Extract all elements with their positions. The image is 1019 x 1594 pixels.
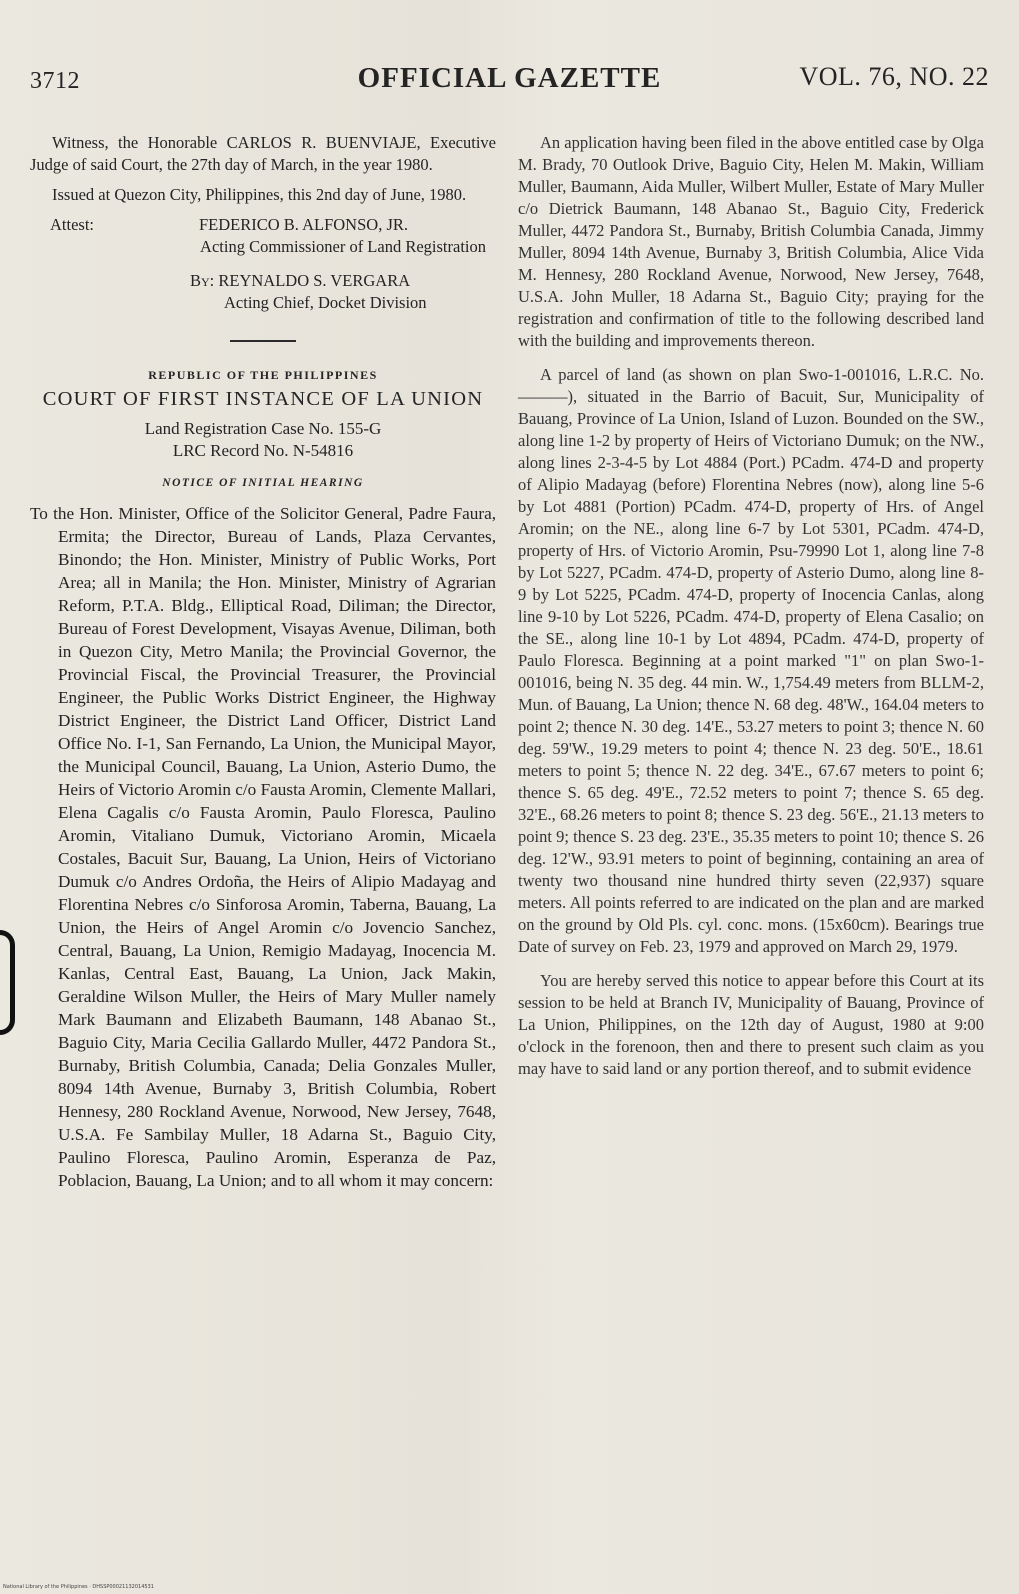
- attest-label: Attest:: [50, 215, 94, 234]
- publication-title: OFFICIAL GAZETTE: [357, 62, 662, 94]
- volume-issue: VOL. 76, NO. 22: [799, 62, 989, 91]
- issued-paragraph: Issued at Quezon City, Philippines, this 2nd day of June, 1980.: [52, 185, 467, 204]
- by-signatory-name: By: REYNALDO S. VERGARA: [190, 271, 411, 290]
- attest-line: [30, 214, 496, 236]
- application-paragraph: An application having been filed in the above entitled case by Olga M. Brady, 70 Outlook Drive, Baguio City, Helen M. Makin, William Muller, Baumann, Aida Muller, Wilbert Muller, Estate of Mary Muller c/o Dietrick Baumann, 148 Abanao St., Baguio City, Frederick Muller, 4472 Pandora St., Burnaby, British Columbia Canada, Jimmy Muller, 8094 14th Avenue, Burnaby 3, British Columbia, Alice Vida M. Hennesy, 280 Rockland Avenue, Norwood, New Jersey, 7648, U.S.A. John Muller, 18 Adarna St., Baguio City; praying for the registration and confirmation of title to the following described land with the building and improvements thereon.: [518, 133, 984, 350]
- parcel-description-paragraph: A parcel of land (as shown on plan Swo-1-001016, L.R.C. No. ———), situated in the Barrio of Bacuit, Sur, Municipality of Bauang, Province of La Union, Island of Luzon. Bounded on the SW., along line 1-2 by property of Heirs of Victoriano Dumuk; on the NW., along lines 2-3-4-5 by Lot 4884 (Port.) PCadm. 474-D and property of Alipio Madayag (before) Florentina Nebres (now), along line 5-6 by Lot 4881 (Portion) PCadm. 474-D, property of Hrs. of Angel Aromin; on the NE., along line 6-7 by Lot 5301, PCadm. 474-D, property of Hrs. of Victorio Aromin, Psu-79990 Lot 1, along line 7-8 by Lot 5227, PCadm. 474-D, property of Asterio Dumo, along line 8-9 by Lot 5225, PCadm. 474-D, property of Inocencia Canlas, along line 9-10 by Lot 5226, PCadm. 474-D, property of Elena Casalio; on the SE., along line 10-1 by Lot 4894, PCadm. 474-D, property of Paulo Floresca. Beginning at a point marked "1" on plan Swo-1-001016, being N. 35 deg. 44 min. W., 1,754.49 meters from BLLM-2, Mun. of Bauang, La Union; thence N. 68 deg. 48'W., 164.04 meters to point 2; thence N. 30 deg. 14'E., 53.27 meters to point 3; thence N. 60 deg. 59'W., 19.29 meters to point 4; thence N. 23 deg. 50'E., 18.61 meters to point 5; thence N. 22 deg. 34'E., 67.67 meters to point 6; thence S. 65 deg. 49'E., 72.52 meters to point 7; thence S. 65 deg. 32'E., 68.26 meters to point 8; thence S. 23 deg. 56'E., 21.13 meters to point 9; thence S. 23 deg. 23'E., 35.35 meters to point 10; thence S. 26 deg. 12'W., 93.91 meters to point of beginning, containing an area of twenty two thousand nine hundred thirty seven (22,937) square meters. All points referred to are indicated on the plan and are marked on the ground by Old Pls. cyl. conc. mons. (15x60cm). Bearings true Date of survey on Feb. 23, 1979 and approved on March 29, 1979.: [518, 365, 984, 956]
- republic-heading: REPUBLIC OF THE PHILIPPINES: [148, 368, 378, 382]
- binder-clip-mark: [0, 930, 15, 1035]
- by-signatory-block: [190, 270, 496, 314]
- service-notice-paragraph: You are hereby served this notice to appear before this Court at its session to be held at Branch IV, Municipality of Bauang, Province of La Union, Philippines, on the 12th day of August, 1980 at 9:00 o'clock in the forenoon, then and there to present such claim as you may have to said land or any portion thereof, and to submit evidence: [518, 971, 984, 1078]
- court-heading: COURT OF FIRST INSTANCE OF LA UNION: [42, 388, 484, 410]
- notice-heading: NOTICE OF INITIAL HEARING: [162, 477, 364, 489]
- left-column: [30, 132, 496, 1192]
- by-signatory-title: Acting Chief, Docket Division: [224, 293, 427, 312]
- witness-paragraph: Witness, the Honorable CARLOS R. BUENVIAJE, Executive Judge of said Court, the 27th day of March, in the year 1980.: [30, 133, 496, 174]
- addressees-paragraph: To the Hon. Minister, Office of the Solicitor General, Padre Faura, Ermita; the Director, Bureau of Lands, Plaza Cervantes, Binondo; the Hon. Minister, Ministry of Public Works, Port Area; all in Manila; the Hon. Minister, Ministry of Agrarian Reform, P.T.A. Bldg., Elliptical Road, Diliman; the Director, Bureau of Forest Development, Visayas Avenue, Diliman, both in Quezon City, Metro Manila; the Provincial Governor, the Provincial Fiscal, the Provincial Treasurer, the Provincial Engineer, the Public Works District Engineer, the Highway District Engineer, the District Land Officer, District Land Office No. I-1, San Fernando, La Union, the Municipal Mayor, the Municipal Council, Bauang, La Union, Asterio Dumo, the Heirs of Victorio Aromin c/o Fausta Aromin, Clemente Mallari, Elena Cagalis c/o Fausta Aromin, Paulo Floresca, Paulino Aromin, Vitaliano Dumuk, Victoriano Aromin, Micaela Costales, Bacuit Sur, Bauang, La Union, Heirs of Victoriano Dumuk c/o Andres Ordoña, the Heirs of Alipio Madayag and Florentina Nebres c/o Sinforosa Aromin, Taberna, Bauang, La Union, the Heirs of Angel Aromin c/o Jovencio Sanchez, Central, Bauang, La Union, Remigio Madayag, Inocencia M. Kanlas, Central East, Bauang, La Union, Jack Makin, Geraldine Wilson Muller, the Heirs of Mary Muller namely Mark Baumann and Elizabeth Baumann, 148 Abanao St., Baguio City, Maria Cecilia Gallardo Muller, 4472 Pandora St., Burnaby, British Columbia, Canada; Delia Gonzales Muller, 8094 14th Avenue, Burnaby 3, British Columbia, Robert Hennesy, 280 Rockland Avenue, Norwood, New Jersey, 7648, U.S.A. Fe Sambilay Muller, 18 Adarna St., Baguio City, Paulino Floresca, Paulino Aromin, Esperanza de Paz, Poblacion, Bauang, La Union; and to all whom it may concern:: [30, 504, 496, 1190]
- attest-signatory-title: Acting Commissioner of Land Registration: [200, 237, 486, 256]
- page-number: 3712: [30, 68, 80, 94]
- record-number: LRC Record No. N-54816: [172, 441, 354, 460]
- case-number: Land Registration Case No. 155-G: [144, 419, 382, 438]
- page-header: [30, 62, 989, 102]
- attest-signatory-name: FEDERICO B. ALFONSO, JR.: [198, 215, 408, 234]
- right-column: [518, 132, 984, 1080]
- section-divider: [230, 340, 296, 342]
- scan-credit: National Library of the Philippines · DHSSP00021132014531: [3, 1584, 154, 1590]
